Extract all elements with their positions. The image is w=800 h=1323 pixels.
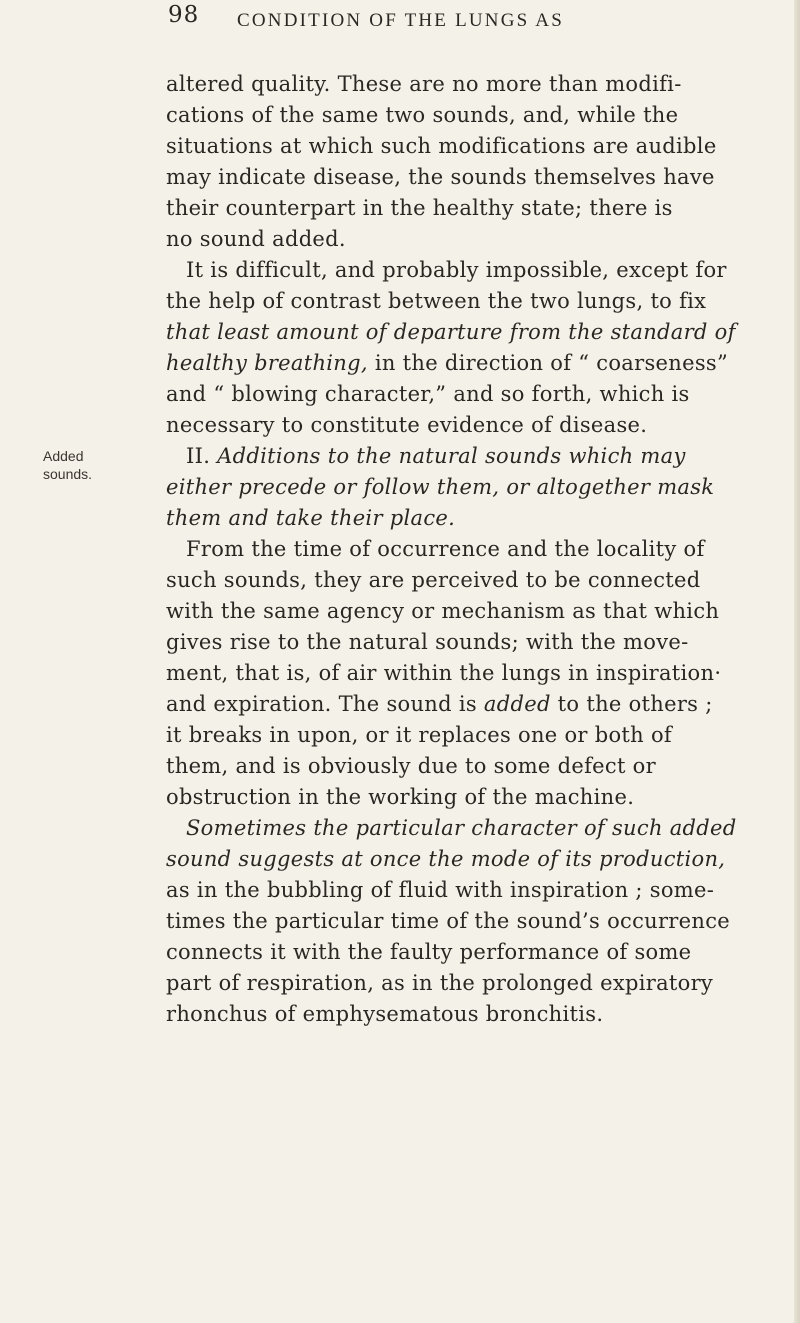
page-number: 98 [168,2,200,28]
text-line: their counterpart in the healthy state; there is [166,196,673,220]
margin-note-line: sounds. [43,466,93,482]
text-line: may indicate disease, the sounds themselves have [166,165,715,189]
margin-note [43,447,92,483]
text-segment: to the others ; [550,692,713,716]
text-line: part of respiration, as in the prolonged expiratory [166,971,714,995]
text-line: obstruction in the working of the machine. [166,785,635,809]
text-line: connects it with the faulty performance of some [166,940,692,964]
text-line [166,689,800,720]
text-line: necessary to constitute evidence of disease. [166,413,648,437]
text-segment: and expiration. The sound is [166,692,484,716]
text-line: gives rise to the natural sounds; with the move- [166,630,689,654]
italic-phrase: healthy breathing, [166,351,368,375]
running-head: CONDITION OF THE LUNGS AS [237,10,564,31]
text-line: either precede or follow them, or altogether mask [166,475,715,499]
section-title: Additions to the natural sounds which may [217,444,686,468]
text-line: the help of contrast between the two lungs, to fix [166,289,707,313]
text-line: them, and is obviously due to some defect or [166,754,656,778]
text-line: as in the bubbling of fluid with inspiration ; some- [166,878,715,902]
text-line: with the same agency or mechanism as that which [166,599,720,623]
text-line: and “ blowing character,” and so forth, which is [166,382,690,406]
text-line: rhonchus of emphysematous bronchitis. [166,1002,604,1026]
text-line: From the time of occurrence and the locality of [186,537,705,561]
text-line: cations of the same two sounds, and, while the [166,103,679,127]
text-line: it breaks in upon, or it replaces one or both of [166,723,672,747]
text-line: such sounds, they are perceived to be connected [166,568,701,592]
text-line: altered quality. These are no more than modifi- [166,72,682,96]
text-line: ment, that is, of air within the lungs in inspiration· [166,661,722,685]
text-line: no sound added. [166,227,346,251]
text-line: Sometimes the particular character of such added [186,816,737,840]
italic-word: added [483,692,551,716]
text-line: sound suggests at once the mode of its production, [166,847,726,871]
text-segment: in the direction of “ coarseness” [367,351,729,375]
text-line: them and take their place. [166,506,456,530]
section-heading [166,441,800,472]
text-line: that least amount of departure from the standard of [166,320,736,344]
margin-note-line: Added [43,448,84,464]
section-number: II. [186,444,218,468]
text-line: times the particular time of the sound’s occurrence [166,909,730,933]
text-line: situations at which such modifications are audible [166,134,717,158]
page-edge-shadow [794,0,800,1323]
text-line [166,348,800,379]
body-text [166,69,800,1030]
text-line: It is difficult, and probably impossible, except for [186,258,727,282]
